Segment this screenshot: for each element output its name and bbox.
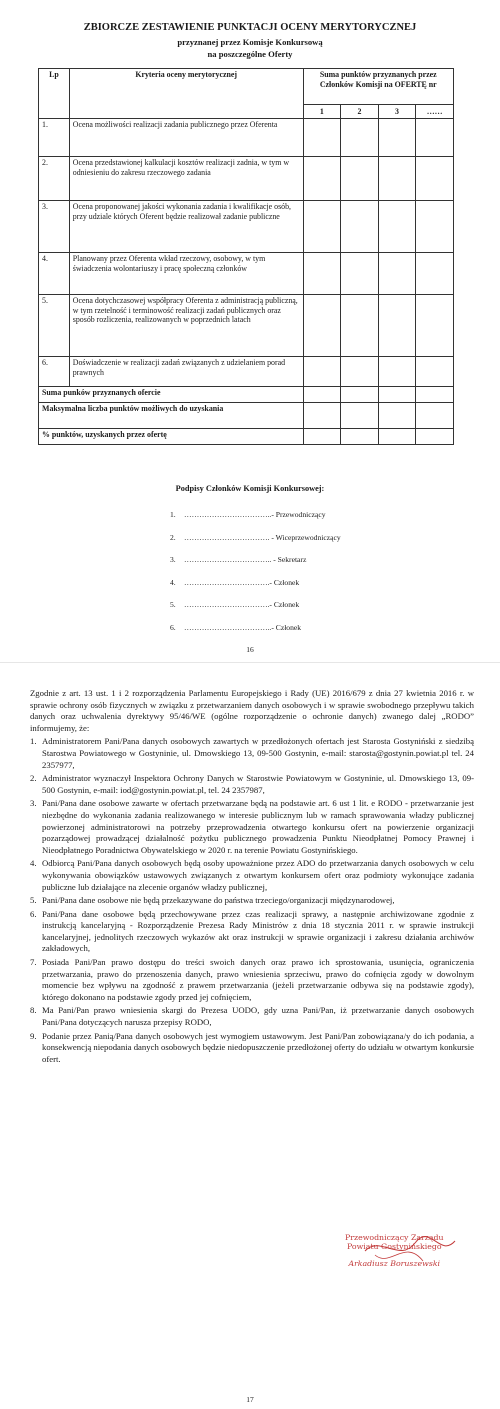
list-item: 8. Ma Pani/Pan prawo wniesienia skargi do Prezesa UODO, gdy uzna Pani/Pan, iż przetwarzanie danych osobowych Pani/Pana dotyczących narusza przepisy RODO, xyxy=(30,1005,474,1028)
score-cell[interactable] xyxy=(341,201,379,253)
score-cell[interactable] xyxy=(303,295,341,357)
row-number: 5. xyxy=(39,295,70,357)
criterion-text: Ocena dotychczasowej współpracy Oferenta z administracją publiczną, w tym rzetelność i terminowość realizacji zadań publicznych oraz sposób rozliczenia, realizowanych w poprzednich latach xyxy=(69,295,303,357)
score-cell[interactable] xyxy=(378,253,416,295)
score-cell[interactable] xyxy=(416,157,454,201)
score-cell[interactable] xyxy=(303,429,341,445)
score-col-header: 1 xyxy=(303,105,341,119)
document-subtitle-2: na poszczególne Oferty xyxy=(207,49,293,59)
col-header-sum: Suma punktów przyznanych przez Członków Komisji na OFERTĘ nr xyxy=(303,69,454,105)
summary-row xyxy=(39,403,454,429)
score-cell[interactable] xyxy=(378,357,416,387)
score-cell[interactable] xyxy=(378,201,416,253)
table-row xyxy=(39,201,454,253)
list-item: 1. Administratorem Pani/Pana danych osobowych zawartych w przedłożonych ofertach jest Starosta Gostyniński z siedzibą Starostwa Powiatowego w Gostyninie, ul. Dmowskiego 13, 09-500 Gostynin, e-mail: starosta@gostynin.powiat.pl tel. 24 2357977, xyxy=(30,736,474,770)
row-number: 4. xyxy=(39,253,70,295)
official-stamp xyxy=(345,1233,444,1268)
page-17 xyxy=(0,668,500,1409)
criteria-table xyxy=(38,68,454,445)
summary-label: Maksymalna liczba punktów możliwych do uzyskania xyxy=(39,403,304,429)
score-cell[interactable] xyxy=(378,403,416,429)
list-item: 5. Pani/Pana dane osobowe nie będą przekazywane do państwa trzeciego/organizacji międzynarodowej, xyxy=(30,895,395,906)
stamp-line-1: Przewodniczący Zarządu xyxy=(345,1233,444,1242)
criterion-text: Ocena przedstawionej kalkulacji kosztów realizacji zadnia, w tym w odniesieniu do zakresu rzeczowego zadania xyxy=(69,157,303,201)
row-number: 6. xyxy=(39,357,70,387)
col-header-criteria: Kryteria oceny merytorycznej xyxy=(69,69,303,119)
summary-row xyxy=(39,429,454,445)
summary-row xyxy=(39,387,454,403)
score-cell[interactable] xyxy=(341,253,379,295)
score-cell[interactable] xyxy=(378,295,416,357)
table-row xyxy=(39,119,454,157)
page-16 xyxy=(0,0,500,665)
handwritten-signature-icon xyxy=(345,1233,465,1273)
stamp-line-2: Powiatu Gostynińskiego xyxy=(346,1242,442,1251)
col-header-lp: Lp xyxy=(39,69,70,119)
score-cell[interactable] xyxy=(416,429,454,445)
score-col-header: 3 xyxy=(378,105,416,119)
list-item: 4. Odbiorcą Pani/Pana danych osobowych będą osoby upoważnione przez ADO do przetwarzania danych osobowych w celu wykonywania obowiązków ustawowych związanych z otwartym konkursem ofert oraz podmioty wykonujące zadania publiczne lub działające na zlecenie organów władzy publicznej, xyxy=(30,858,474,892)
score-cell[interactable] xyxy=(341,387,379,403)
score-cell[interactable] xyxy=(341,429,379,445)
score-cell[interactable] xyxy=(416,387,454,403)
table-row xyxy=(39,357,454,387)
signature-line[interactable]: 4. …………………………….- Członek xyxy=(170,577,300,587)
score-cell[interactable] xyxy=(416,119,454,157)
score-cell[interactable] xyxy=(303,157,341,201)
signature-line[interactable]: 1. ……………………………..- Przewodniczący xyxy=(170,510,326,519)
score-cell[interactable] xyxy=(416,201,454,253)
page-divider xyxy=(0,662,500,663)
table-row xyxy=(39,295,454,357)
document-title: ZBIORCZE ZESTAWIENIE PUNKTACJI OCENY MERYTORYCZNEJ xyxy=(83,22,417,33)
rodo-intro: Zgodnie z art. 13 ust. 1 i 2 rozporządzenia Parlamentu Europejskiego i Rady (UE) 2016/679 z dnia 27 kwietnia 2016 r. w sprawie ochrony osób fizycznych w związku z przetwarzaniem danych osobowych i w sprawie swobodnego przepływu takich danych oraz uchwalenia dyrektywy 95/46/WE (ogólne rozporządzenie o ochronie danych) zwanego dalej „RODO” informujemy, że: xyxy=(30,688,474,733)
score-cell[interactable] xyxy=(303,119,341,157)
score-cell[interactable] xyxy=(416,295,454,357)
criterion-text: Planowany przez Oferenta wkład rzeczowy, osobowy, w tym świadczenia wolontariuszy i pracę społeczną członków xyxy=(69,253,303,295)
score-cell[interactable] xyxy=(416,253,454,295)
row-number: 1. xyxy=(39,119,70,157)
rodo-clause xyxy=(30,688,474,1067)
table-row xyxy=(39,157,454,201)
signature-line[interactable]: 3. …………………………….. - Sekretarz xyxy=(170,555,307,564)
list-item: 9. Podanie przez Panią/Pana danych osobowych jest wymogiem ustawowym. Jest Pani/Pan zobowiązana/y do ich podania, a konsekwencją niepodania danych osobowych będzie niedopuszczenie przedłożonej oferty do udziału w otwartym konkursie ofert. xyxy=(30,1030,474,1064)
summary-label: % punktów, uzyskanych przez ofertę xyxy=(39,429,304,445)
score-cell[interactable] xyxy=(341,295,379,357)
score-cell[interactable] xyxy=(303,201,341,253)
score-cell[interactable] xyxy=(303,357,341,387)
score-cell[interactable] xyxy=(341,157,379,201)
list-item: 2. Administrator wyznaczył Inspektora Ochrony Danych w Starostwie Powiatowym w Gostyninie, ul. Dmowskiego 13, 09-500 Gostynin, e-mail: iod@gostynin.powiat.pl, tel. 24 2357987, xyxy=(30,773,474,795)
list-item: 7. Posiada Pani/Pan prawo dostępu do treści swoich danych oraz prawo ich sprostowania, usunięcia, ograniczenia przetwarzania, prawo do przenoszenia danych, prawo wniesienia sprzeciwu, prawo do cofnięcia zgody w dowolnym momencie bez wpływu na zgodność z prawem przetwarzania (jeżeli przetwarzanie odbywa się na podstawie zgody), którego dokonano na podstawie zgody przed jej cofnięciem, xyxy=(30,957,474,1002)
score-cell[interactable] xyxy=(378,119,416,157)
criterion-text: Doświadczenie w realizacji zadań związanych z udzielaniem porad prawnych xyxy=(69,357,303,387)
table-row xyxy=(39,253,454,295)
signatures-title: Podpisy Członków Komisji Konkursowej: xyxy=(175,484,325,493)
score-cell[interactable] xyxy=(303,403,341,429)
page-number: 16 xyxy=(246,645,254,654)
list-item: 6. Pani/Pana dane osobowe będą przechowywane przez czas realizacji sprawy, a następnie archiwizowane zgodnie z instrukcją kancelaryjną - Rozporządzenie Prezesa Rady Ministrów z dnia 18 stycznia 2011 r. w sprawie instrukcji kancelaryjnej, jednolitych rzeczowych wykazów akt oraz instrukcji w sprawie organizacji i zakresu działania archiwów zakładowych, xyxy=(30,908,474,954)
score-cell[interactable] xyxy=(341,403,379,429)
score-col-header: 2 xyxy=(341,105,379,119)
score-cell[interactable] xyxy=(341,357,379,387)
page-number: 17 xyxy=(246,1395,254,1404)
criterion-text: Ocena możliwości realizacji zadania publicznego przez Oferenta xyxy=(69,119,303,157)
score-col-header: …… xyxy=(416,105,454,119)
score-cell[interactable] xyxy=(303,387,341,403)
row-number: 2. xyxy=(39,157,70,201)
score-cell[interactable] xyxy=(378,429,416,445)
score-cell[interactable] xyxy=(416,357,454,387)
rodo-list xyxy=(30,736,474,1065)
score-cell[interactable] xyxy=(416,403,454,429)
summary-label: Suma punków przyznanych ofercie xyxy=(39,387,304,403)
signature-line[interactable]: 2. ……………………………. - Wiceprzewodniczący xyxy=(170,532,341,542)
stamp-signature: Arkadiusz Boruszewski xyxy=(348,1259,441,1268)
score-cell[interactable] xyxy=(341,119,379,157)
signature-line[interactable]: 5. …………………………….- Członek xyxy=(170,600,300,609)
score-cell[interactable] xyxy=(303,253,341,295)
signature-list xyxy=(170,510,341,645)
row-number: 3. xyxy=(39,201,70,253)
score-cell[interactable] xyxy=(378,387,416,403)
score-cell[interactable] xyxy=(378,157,416,201)
signature-line[interactable]: 6. ……………………………..- Członek xyxy=(170,622,302,632)
list-item: 3. Pani/Pana dane osobowe zawarte w ofertach przetwarzane będą na podstawie art. 6 ust 1 lit. e RODO - przetwarzanie jest niezbędne do wykonania zadania realizowanego w interesie publicznym lub w ramach sprawowania władzy publicznej powierzonej administratorowi na potrzeby przeprowadzenia otwartego konkursu ofert na powierzenie organizacji pozarządowej prowadzącej działalność pożytku publicznego prowadzenia Punktu Nieodpłatnej Pomocy Prawnej i Nieodpłatnego Poradnictwa Obywatelskiego w 2020 r. na terenie Powiatu Gostynińskiego. xyxy=(30,798,474,855)
criterion-text: Ocena proponowanej jakości wykonania zadania i kwalifikacje osób, przy udziale których Oferent będzie realizował zadanie publiczne xyxy=(69,201,303,253)
document-subtitle-1: przyznanej przez Komisje Konkursową xyxy=(177,37,323,47)
